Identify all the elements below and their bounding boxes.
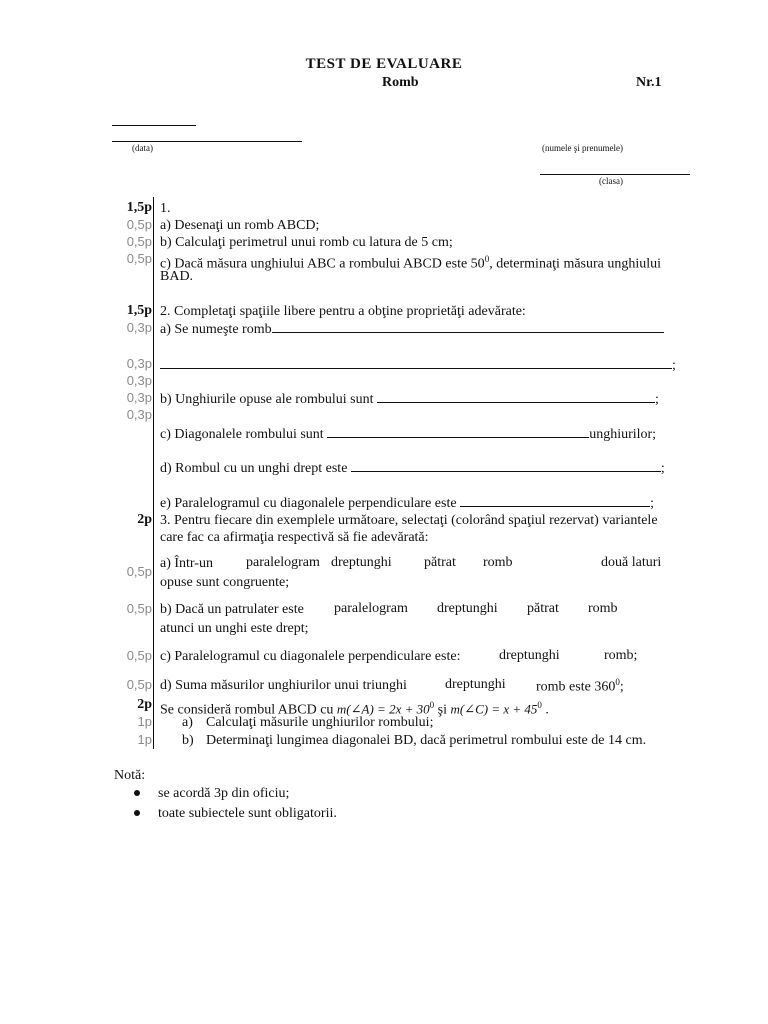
points-separator xyxy=(153,197,154,749)
q4b-points: 1p xyxy=(137,732,152,747)
note-item: toate subiectele sunt obligatorii. xyxy=(158,806,337,821)
q3c-text: c) Paralelogramul cu diagonalele perpendiculare este: xyxy=(160,649,461,664)
name-caption: (numele şi prenumele) xyxy=(542,143,623,153)
test-subtitle: Romb xyxy=(382,75,419,90)
q2b-text: b) Unghiurile opuse ale rombului sunt ; xyxy=(160,392,659,407)
q4b-text: Determinaţi lungimea diagonalei BD, dacă perimetrul rombului este de 14 cm. xyxy=(206,733,647,748)
test-title: TEST DE EVALUARE xyxy=(305,56,463,72)
q4-text: Se consideră rombul ABCD cu m(∠A) = $2x + 30^0$ şi m(∠C) = $x + 45^0$ . xyxy=(160,700,549,718)
q3b-option-patrat[interactable]: pătrat xyxy=(527,601,559,616)
q4b-label: b) xyxy=(182,733,194,748)
q1b-points: 0,5p xyxy=(126,234,152,249)
q2-intro: 2. Completaţi spaţiile libere pentru a obţine proprietăţi adevărate: xyxy=(160,304,526,319)
note-item: se acordă 3p din oficiu; xyxy=(158,786,290,801)
test-number: Nr.1 xyxy=(636,75,662,90)
q3c-option-dreptunghi[interactable]: dreptunghi xyxy=(499,648,560,663)
bullet-icon xyxy=(134,790,140,796)
q3a-option-romb[interactable]: romb xyxy=(483,555,513,570)
q3a-text-continued: opuse sunt congruente; xyxy=(160,575,290,590)
q4a-label: a) xyxy=(182,715,193,730)
q2a-points: 0,3p xyxy=(126,320,152,335)
q3b-option-paralelogram[interactable]: paralelogram xyxy=(334,601,408,616)
q2b-blank[interactable] xyxy=(377,390,655,403)
q2-points-2: 0,3p xyxy=(126,356,152,371)
q2e-text: e) Paralelogramul cu diagonalele perpendiculare este ; xyxy=(160,496,654,511)
q3d-option-romb[interactable]: romb este $360^0$; xyxy=(536,677,624,695)
q3c-option-romb[interactable]: romb; xyxy=(604,648,638,663)
q3d-option-dreptunghi[interactable]: dreptunghi xyxy=(445,677,506,692)
q2a-text-continued: ; xyxy=(160,356,676,374)
q3c-points: 0,5p xyxy=(126,648,152,663)
q2c-text: c) Diagonalele rombului sunt unghiurilor; xyxy=(160,427,657,442)
q3a-option-patrat[interactable]: pătrat xyxy=(424,555,456,570)
q1a-text: a) Desenaţi un romb ABCD; xyxy=(160,218,320,233)
notes-title: Notă: xyxy=(114,768,146,783)
q2c-blank[interactable] xyxy=(327,425,589,438)
q3a-suffix: două laturi xyxy=(601,555,662,570)
q4a-text: Calculaţi măsurile unghiurilor rombului; xyxy=(206,715,434,730)
q2-points-3: 0,3p xyxy=(126,373,152,388)
q2d-text: d) Rombul cu un unghi drept este ; xyxy=(160,461,665,476)
q3b-option-dreptunghi[interactable]: dreptunghi xyxy=(437,601,498,616)
date-short-line xyxy=(112,125,196,126)
q3b-points: 0,5p xyxy=(126,601,152,616)
q1b-text: b) Calculaţi perimetrul unui romb cu latura de 5 cm; xyxy=(160,235,453,250)
q3b-text: b) Dacă un patrulater este xyxy=(160,602,304,617)
q3-intro-line-2: care fac ca afirmaţia respectivă să fie adevărată: xyxy=(160,530,429,545)
q1c-text-continued: BAD. xyxy=(160,269,194,284)
q3-points: 2p xyxy=(137,512,152,527)
q3b-text-continued: atunci un unghi este drept; xyxy=(160,621,309,636)
q3d-points: 0,5p xyxy=(126,677,152,692)
q1-points: 1,5p xyxy=(126,200,152,215)
q3d-text: d) Suma măsurilor unghiurilor unui triunghi xyxy=(160,678,407,693)
date-line xyxy=(112,141,302,142)
q2a-text: a) Se numeşte romb xyxy=(160,320,664,338)
q2-points-5: 0,3p xyxy=(126,407,152,422)
q2a-blank-2[interactable] xyxy=(160,356,672,369)
q3a-option-dreptunghi[interactable]: dreptunghi xyxy=(331,555,392,570)
q2d-blank[interactable] xyxy=(351,459,661,472)
class-caption: (clasa) xyxy=(599,176,623,186)
q2-points-4: 0,3p xyxy=(126,390,152,405)
q4-points: 2p xyxy=(137,697,152,712)
q4a-points: 1p xyxy=(137,714,152,729)
q1c-text: c) Dacă măsura unghiului ABC a rombului ABCD este $50^0$, determinaţi măsura unghiului xyxy=(160,254,662,272)
q3b-option-romb[interactable]: romb xyxy=(588,601,618,616)
q1c-points: 0,5p xyxy=(126,251,152,266)
q2e-blank[interactable] xyxy=(460,494,650,507)
q3-intro-line-1: 3. Pentru fiecare din exemplele următoare, selectaţi (colorând spaţiul rezervat) variantele xyxy=(160,513,658,528)
q2-points: 1,5p xyxy=(126,303,152,318)
q1a-points: 0,5p xyxy=(126,217,152,232)
bullet-icon xyxy=(134,810,140,816)
q1-number: 1. xyxy=(160,201,171,216)
date-caption: (data) xyxy=(132,143,153,153)
class-line xyxy=(540,174,690,175)
q3a-option-paralelogram[interactable]: paralelogram xyxy=(246,555,320,570)
q3a-points: 0,5p xyxy=(126,564,152,579)
q3a-text: a) Într-un xyxy=(160,556,213,571)
q2a-blank[interactable] xyxy=(272,320,664,333)
